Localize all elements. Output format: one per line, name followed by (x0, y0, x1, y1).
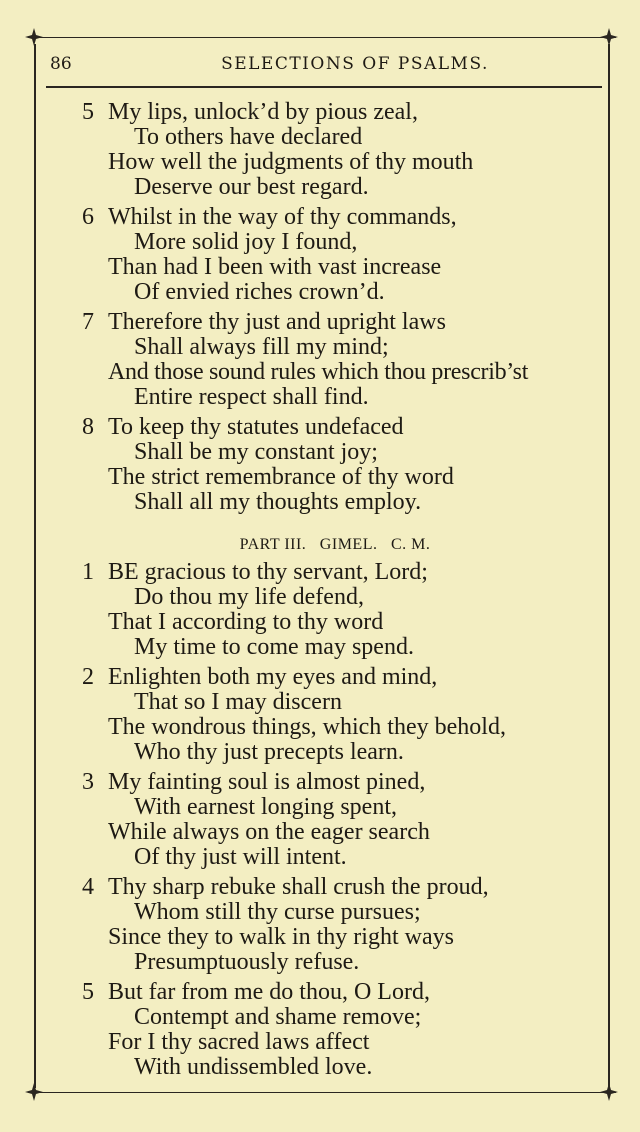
verse-line: Shall be my constant joy; (134, 439, 378, 465)
verse-line: That so I may discern (134, 689, 342, 715)
frame-bottom-rule (28, 1092, 616, 1093)
verse-line: Who thy just precepts learn. (134, 739, 404, 765)
verse-line: Since they to walk in thy right ways (108, 924, 454, 950)
verse-line: How well the judgments of thy mouth (108, 149, 474, 175)
running-title: SELECTIONS OF PSALMS. (221, 54, 489, 74)
verse-line: With earnest longing spent, (134, 794, 397, 820)
verse-number: 5 (82, 99, 94, 125)
corner-ornament-icon (25, 28, 43, 46)
verse-line: Shall always fill my mind; (134, 334, 389, 360)
header-rule (46, 86, 602, 88)
verse-number: 4 (82, 874, 94, 900)
verse-line: While always on the eager search (108, 819, 430, 845)
corner-ornament-icon (600, 1083, 618, 1101)
verse-line: Do thou my life defend, (134, 584, 364, 610)
verse-line: Of envied riches crown’d. (134, 279, 385, 305)
verse-line: My time to come may spend. (134, 634, 414, 660)
verse-line: To keep thy statutes undefaced (108, 414, 404, 440)
verse-line: My fainting soul is almost pined, (108, 769, 426, 795)
verse-line: For I thy sacred laws affect (108, 1029, 370, 1055)
verse-line: Presumptuously refuse. (134, 949, 360, 975)
running-header (50, 54, 600, 80)
verse-line: More solid joy I found, (134, 229, 358, 255)
verse-line: The wondrous things, which they behold, (108, 714, 506, 740)
verse-line: To others have declared (134, 124, 363, 150)
verse-number: 7 (82, 309, 94, 335)
verse-line: Deserve our best regard. (134, 174, 369, 200)
verse-number: 3 (82, 769, 94, 795)
verse-line: Enlighten both my eyes and mind, (108, 664, 438, 690)
verse-line: Of thy just will intent. (134, 844, 347, 870)
verse-line: The strict remembrance of thy word (108, 464, 454, 490)
part-heading: PART III. GIMEL. C. M. (239, 536, 431, 553)
verse-line: Whom still thy curse pursues; (134, 899, 421, 925)
verse-line: Entire respect shall find. (134, 384, 369, 410)
corner-ornament-icon (600, 28, 618, 46)
verse-number: 1 (82, 559, 94, 585)
verse-number: 5 (82, 979, 94, 1005)
verse-number: 2 (82, 664, 94, 690)
verse-line: Shall all my thoughts employ. (134, 489, 422, 515)
frame-left-rule (34, 44, 36, 1088)
verse-line: Therefore thy just and upright laws (108, 309, 446, 335)
frame-top-rule (28, 37, 616, 38)
frame-right-rule (608, 44, 610, 1088)
verse-line: With undissembled love. (134, 1054, 373, 1080)
page-number: 86 (50, 54, 72, 74)
verse-line: Whilst in the way of thy commands, (108, 204, 457, 230)
verse-line: Contempt and shame remove; (134, 1004, 422, 1030)
verse-line: That I according to thy word (108, 609, 384, 635)
verse-number: 8 (82, 414, 94, 440)
verse-line: But far from me do thou, O Lord, (108, 979, 430, 1005)
verse-line: BE gracious to thy servant, Lord; (108, 559, 428, 585)
verse-line: My lips, unlock’d by pious zeal, (108, 99, 418, 125)
verse-line: Than had I been with vast increase (108, 254, 442, 280)
verse-line: Thy sharp rebuke shall crush the proud, (108, 874, 489, 900)
verse-number: 6 (82, 204, 94, 230)
corner-ornament-icon (25, 1083, 43, 1101)
verse-line: And those sound rules which thou prescrib’st (108, 359, 529, 385)
